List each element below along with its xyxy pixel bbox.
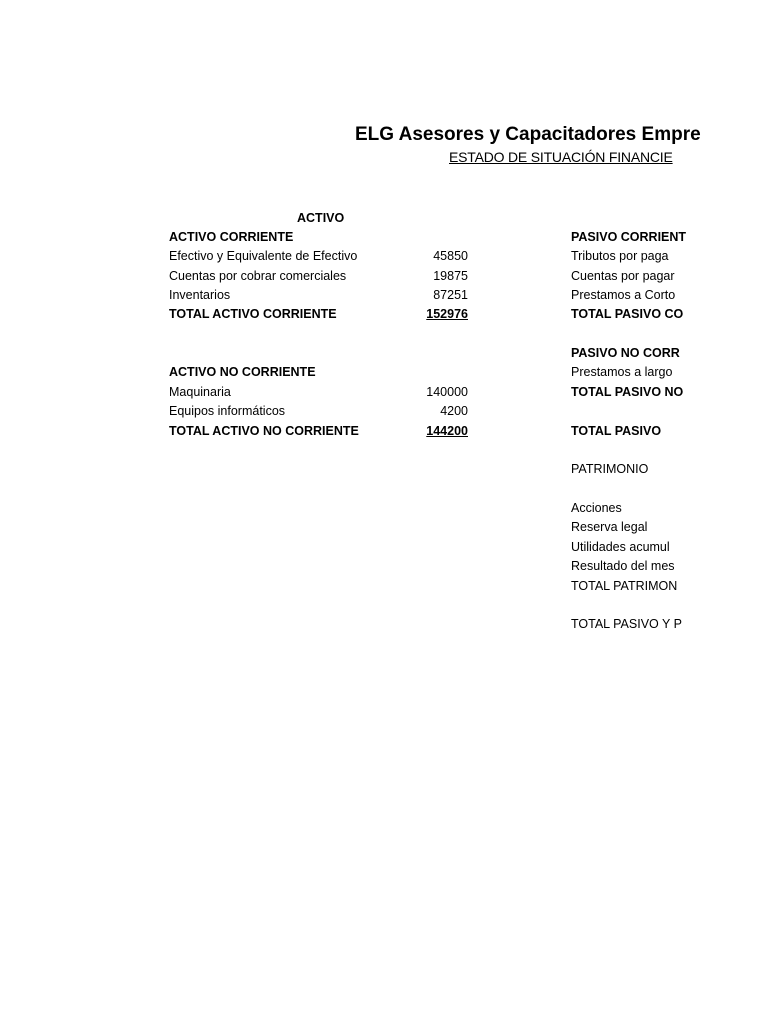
activo-item-label: Equipos informáticos (169, 404, 286, 418)
total-pasivo-no-corriente-label: TOTAL PASIVO NO (571, 385, 684, 399)
patrimonio-item-label: Resultado del mes (571, 559, 675, 573)
activo-item-label: Cuentas por cobrar comerciales (169, 269, 347, 283)
activo-item-label: Efectivo y Equivalente de Efectivo (169, 249, 358, 263)
activo-item-value: 45850 (433, 249, 468, 263)
pasivo-corriente-heading: PASIVO CORRIENT (571, 230, 687, 244)
patrimonio-item-label: Utilidades acumul (571, 540, 670, 554)
total-pasivo-patrimonio-label: TOTAL PASIVO Y P (571, 617, 682, 631)
activo-no-corriente-heading: ACTIVO NO CORRIENTE (169, 365, 316, 379)
pasivo-item-label: Cuentas por pagar (571, 269, 675, 283)
activo-item-value: 87251 (433, 288, 468, 302)
total-patrimonio-label: TOTAL PATRIMON (571, 579, 678, 593)
company-title: ELG Asesores y Capacitadores Empre (355, 124, 701, 145)
total-activo-corriente-value: 152976 (426, 307, 468, 321)
activo-item-value: 19875 (433, 269, 468, 283)
pasivo-no-corriente-heading: PASIVO NO CORR (571, 346, 680, 360)
patrimonio-item-label: Acciones (571, 501, 622, 515)
pasivo-item-label: Prestamos a largo (571, 365, 673, 379)
activo-item-label: Maquinaria (169, 385, 231, 399)
activo-corriente-heading: ACTIVO CORRIENTE (169, 230, 294, 244)
activo-item-label: Inventarios (169, 288, 231, 302)
statement-title: ESTADO DE SITUACIÓN FINANCIE (449, 149, 673, 165)
activo-heading: ACTIVO (297, 211, 345, 225)
total-activo-corriente-label: TOTAL ACTIVO CORRIENTE (169, 307, 337, 321)
total-pasivo-corriente-label: TOTAL PASIVO CO (571, 307, 684, 321)
patrimonio-heading: PATRIMONIO (571, 462, 649, 476)
activo-item-value: 140000 (426, 385, 468, 399)
patrimonio-item-label: Reserva legal (571, 520, 648, 534)
total-activo-no-corriente-label: TOTAL ACTIVO NO CORRIENTE (169, 424, 359, 438)
pasivo-item-label: Tributos por paga (571, 249, 669, 263)
total-pasivo-label: TOTAL PASIVO (571, 424, 662, 438)
pasivo-item-label: Prestamos a Corto (571, 288, 676, 302)
activo-item-value: 4200 (440, 404, 468, 418)
total-activo-no-corriente-value: 144200 (426, 424, 468, 438)
